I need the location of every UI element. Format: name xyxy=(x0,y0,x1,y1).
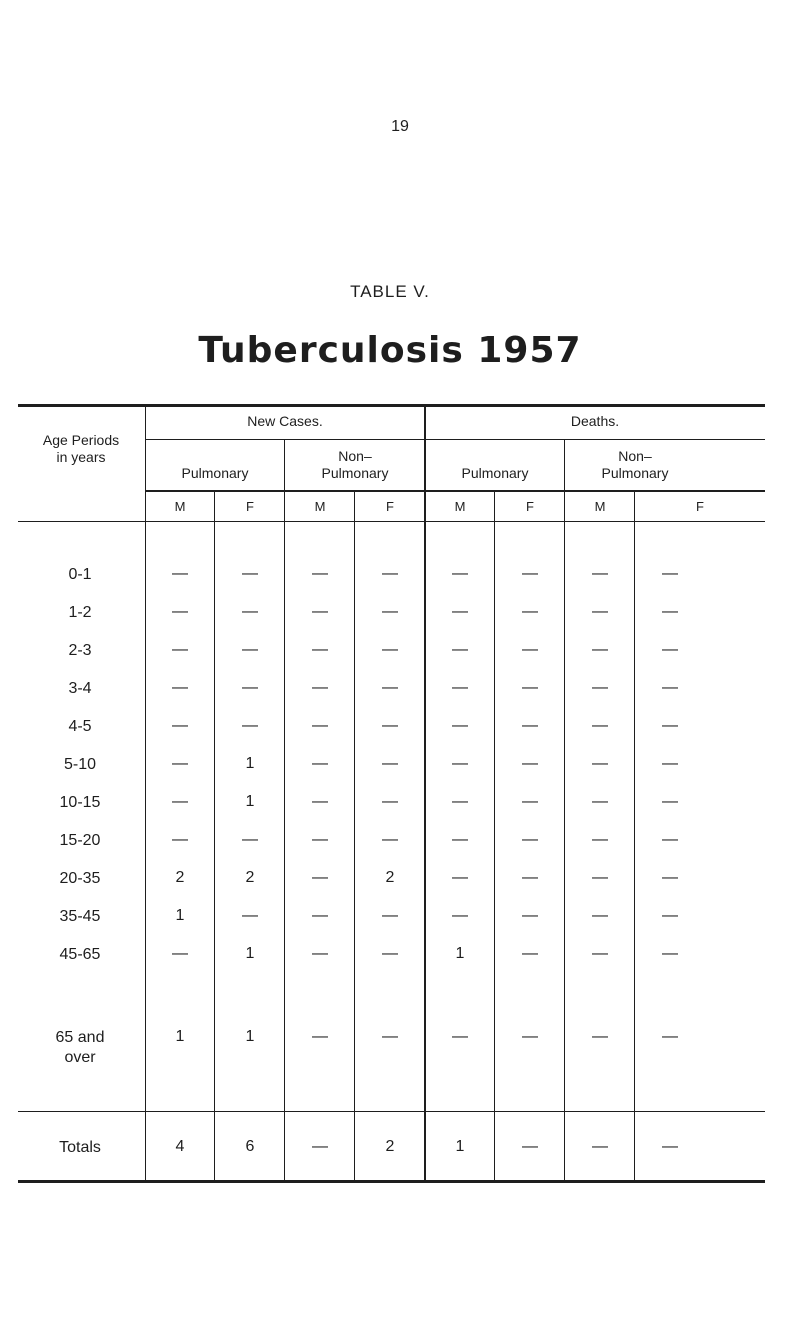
value-cell: — xyxy=(382,679,398,696)
age-period-cell: 4-5 xyxy=(68,718,92,735)
value-cell: — xyxy=(452,641,468,658)
sex-header-rule xyxy=(18,521,765,522)
value-cell: — xyxy=(382,565,398,582)
value-cell: — xyxy=(522,831,538,848)
age-period-cell: 20-35 xyxy=(59,870,101,887)
value-cell: — xyxy=(522,1028,538,1045)
value-cell: — xyxy=(172,565,188,582)
totals-cell: — xyxy=(522,1138,538,1155)
age-period-cell: 15-20 xyxy=(59,832,101,849)
totals-top-rule xyxy=(18,1111,765,1112)
value-cell: — xyxy=(382,603,398,620)
value-cell: 2 xyxy=(245,869,255,886)
totals-cell: — xyxy=(662,1138,678,1155)
value-cell: — xyxy=(172,603,188,620)
table-label: TABLE V. xyxy=(350,282,430,301)
sex-header: F xyxy=(696,499,704,514)
value-cell: 1 xyxy=(245,945,255,962)
value-cell: — xyxy=(452,679,468,696)
value-cell: — xyxy=(592,869,608,886)
value-cell: — xyxy=(312,717,328,734)
value-cell: — xyxy=(172,755,188,772)
value-cell: — xyxy=(522,755,538,772)
age-period-cell: 3-4 xyxy=(68,680,92,697)
value-cell: — xyxy=(312,679,328,696)
row-header: Age Periods in years xyxy=(42,432,120,465)
value-cell: — xyxy=(452,869,468,886)
sex-header: M xyxy=(594,499,606,514)
value-cell: — xyxy=(662,945,678,962)
value-cell: — xyxy=(522,603,538,620)
value-cell: 1 xyxy=(245,755,255,772)
subheader-non-pulmonary: Non– Pulmonary xyxy=(601,448,669,481)
age-period-cell: 0-1 xyxy=(68,566,92,583)
sex-header: M xyxy=(174,499,186,514)
totals-cell: — xyxy=(592,1138,608,1155)
value-cell: — xyxy=(242,907,258,924)
subheader-non-pulmonary: Non– Pulmonary xyxy=(321,448,389,481)
value-cell: — xyxy=(312,869,328,886)
value-cell: — xyxy=(592,641,608,658)
group-header-new-cases: New Cases. xyxy=(247,413,323,429)
sex-header: F xyxy=(526,499,534,514)
value-cell: — xyxy=(312,907,328,924)
totals-label: Totals xyxy=(59,1139,101,1156)
value-cell: — xyxy=(592,793,608,810)
value-cell: — xyxy=(382,793,398,810)
age-period-cell: 5-10 xyxy=(63,756,97,773)
value-cell: — xyxy=(662,717,678,734)
value-cell: — xyxy=(662,603,678,620)
value-cell: — xyxy=(312,831,328,848)
value-cell: 1 xyxy=(455,945,465,962)
value-cell: — xyxy=(312,565,328,582)
value-cell: — xyxy=(452,907,468,924)
value-cell: — xyxy=(382,755,398,772)
value-cell: — xyxy=(242,603,258,620)
age-period-cell: 10-15 xyxy=(59,794,101,811)
value-cell: — xyxy=(522,907,538,924)
value-cell: — xyxy=(662,907,678,924)
value-cell: 1 xyxy=(175,1028,185,1045)
value-cell: — xyxy=(662,869,678,886)
value-cell: — xyxy=(452,793,468,810)
value-cell: 2 xyxy=(175,869,185,886)
sex-header: F xyxy=(386,499,394,514)
subheader-pulmonary: Pulmonary xyxy=(461,465,529,481)
page-number: 19 xyxy=(391,118,409,135)
value-cell: — xyxy=(242,641,258,658)
subheader-pulmonary: Pulmonary xyxy=(181,465,249,481)
page-title: Tuberculosis 1957 xyxy=(198,330,582,371)
value-cell: — xyxy=(452,755,468,772)
value-cell: — xyxy=(662,641,678,658)
age-period-cell: 45-65 xyxy=(59,946,101,963)
value-cell: — xyxy=(522,945,538,962)
value-cell: — xyxy=(312,755,328,772)
value-cell: — xyxy=(662,793,678,810)
value-cell: — xyxy=(452,603,468,620)
value-cell: — xyxy=(592,717,608,734)
value-cell: — xyxy=(452,717,468,734)
value-cell: — xyxy=(242,679,258,696)
value-cell: — xyxy=(172,641,188,658)
value-cell: — xyxy=(382,907,398,924)
value-cell: — xyxy=(172,831,188,848)
value-cell: — xyxy=(592,755,608,772)
value-cell: — xyxy=(172,945,188,962)
value-cell: — xyxy=(662,831,678,848)
value-cell: — xyxy=(382,1028,398,1045)
age-period-cell: 1-2 xyxy=(68,604,92,621)
value-cell: — xyxy=(312,793,328,810)
table-top-rule xyxy=(18,404,765,407)
totals-cell: — xyxy=(312,1138,328,1155)
value-cell: — xyxy=(452,565,468,582)
value-cell: — xyxy=(592,603,608,620)
totals-cell: 4 xyxy=(175,1138,185,1155)
value-cell: — xyxy=(382,641,398,658)
value-cell: — xyxy=(172,793,188,810)
table-bottom-rule xyxy=(18,1180,765,1183)
value-cell: — xyxy=(522,679,538,696)
value-cell: 2 xyxy=(385,869,395,886)
group-header-deaths: Deaths. xyxy=(570,413,620,429)
value-cell: — xyxy=(522,565,538,582)
value-cell: — xyxy=(312,945,328,962)
value-cell: — xyxy=(242,565,258,582)
sex-header: M xyxy=(314,499,326,514)
value-cell: — xyxy=(522,793,538,810)
sex-header: F xyxy=(246,499,254,514)
value-cell: — xyxy=(312,603,328,620)
totals-cell: 6 xyxy=(245,1138,255,1155)
value-cell: — xyxy=(522,717,538,734)
value-cell: — xyxy=(662,1028,678,1045)
age-period-cell: 65 and over xyxy=(55,1029,105,1066)
value-cell: — xyxy=(242,717,258,734)
totals-cell: 2 xyxy=(385,1138,395,1155)
value-cell: — xyxy=(382,831,398,848)
value-cell: — xyxy=(172,679,188,696)
sex-header: M xyxy=(454,499,466,514)
value-cell: — xyxy=(522,641,538,658)
value-cell: — xyxy=(452,1028,468,1045)
value-cell: 1 xyxy=(175,907,185,924)
age-period-cell: 35-45 xyxy=(59,908,101,925)
value-cell: — xyxy=(382,717,398,734)
value-cell: — xyxy=(592,1028,608,1045)
value-cell: — xyxy=(592,679,608,696)
age-period-cell: 2-3 xyxy=(68,642,92,659)
value-cell: — xyxy=(662,755,678,772)
value-cell: 1 xyxy=(245,793,255,810)
value-cell: — xyxy=(592,907,608,924)
value-cell: — xyxy=(382,945,398,962)
value-cell: — xyxy=(312,1028,328,1045)
group-header-rule xyxy=(145,439,765,440)
value-cell: — xyxy=(172,717,188,734)
value-cell: — xyxy=(592,831,608,848)
value-cell: — xyxy=(522,869,538,886)
value-cell: — xyxy=(312,641,328,658)
subgroup-header-rule xyxy=(145,490,765,492)
value-cell: — xyxy=(592,945,608,962)
value-cell: — xyxy=(452,831,468,848)
value-cell: — xyxy=(242,831,258,848)
value-cell: — xyxy=(662,679,678,696)
value-cell: 1 xyxy=(245,1028,255,1045)
value-cell: — xyxy=(592,565,608,582)
totals-cell: 1 xyxy=(455,1138,465,1155)
value-cell: — xyxy=(662,565,678,582)
